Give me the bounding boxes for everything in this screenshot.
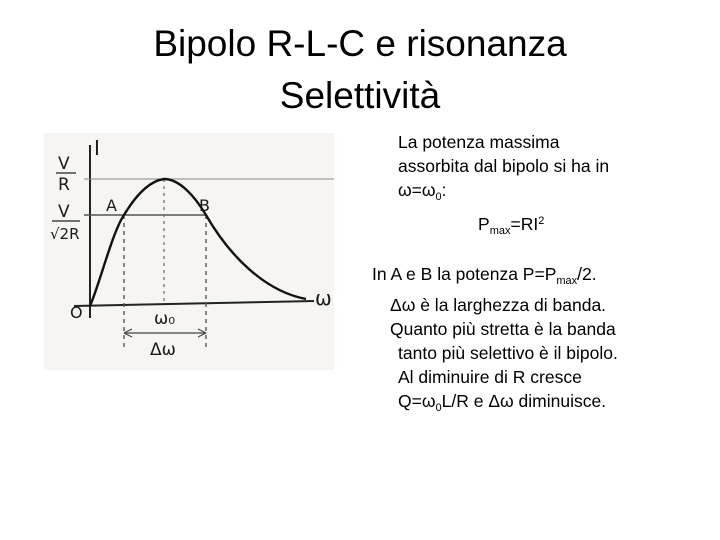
slide-title [60,18,660,122]
text-line: assorbita dal bipolo si ha in [398,156,610,176]
paragraph-selectivity [372,262,702,420]
text-line: Δω è la larghezza di banda. [390,295,607,315]
resonance-curve [90,179,306,306]
text-line: La potenza massima [398,132,560,152]
text-line: $P_{max}=RI^2$ [478,214,545,237]
bandwidth-label: Δω [150,340,176,360]
y-tick-mid-num: V [58,202,70,222]
resonance-label: ω₀ [154,309,176,329]
text-line: Quanto più stretta è la banda [390,319,616,339]
x-axis [74,301,314,306]
origin-label: O [70,303,83,322]
formula-pmax [478,209,702,243]
text-line: tanto più selettivo è il bipolo. [398,343,618,363]
text-line: In A e B la potenza $P=P_{max}/2$. [372,264,597,287]
explanation-text [372,130,702,420]
paragraph-max-power [398,130,702,209]
title-line-1: Bipolo R-L-C e risonanza [153,23,567,64]
y-tick-top-num: V [58,154,70,174]
point-a-label: A [106,196,117,215]
y-axis-label: I [94,136,100,160]
resonance-curve-svg [44,133,334,370]
text-line: $\omega=\omega_0$: [398,180,447,203]
point-b-label: B [199,196,210,215]
y-tick-top-den: R [58,175,70,195]
text-line: Al diminuire di R cresce [398,367,582,387]
y-tick-mid-den: √2R [50,225,80,243]
title-line-2: Selettività [279,75,441,116]
x-axis-label: ω [315,286,332,310]
resonance-curve-figure [44,133,334,370]
text-line: $Q=\omega_0L/R$ e Δω diminuisce. [398,391,607,414]
